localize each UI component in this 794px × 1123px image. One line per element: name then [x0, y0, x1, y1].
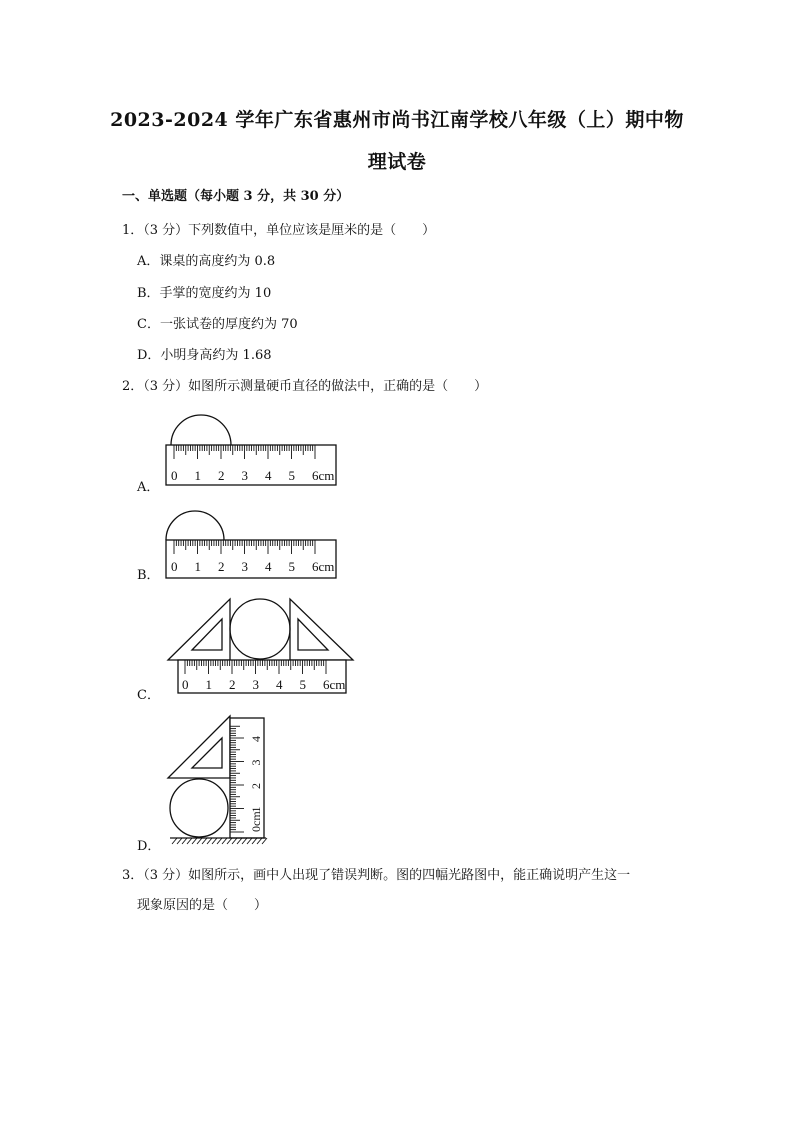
- figure-b-coin-ruler: [160, 505, 350, 590]
- ruler-tick-label: 1: [205, 677, 212, 692]
- coin-d: [170, 779, 228, 837]
- exam-title-line2: 理试卷: [367, 151, 427, 173]
- ruler-tick-label: 4: [265, 468, 272, 483]
- set-square-d: [168, 716, 230, 778]
- ruler-tick-label: 3: [241, 468, 248, 483]
- left-set-square: [168, 599, 230, 660]
- ruler-tick-label: 2: [218, 468, 225, 483]
- ruler-tick-label: 3: [241, 559, 248, 574]
- ruler-tick-label: 0cm: [249, 811, 263, 832]
- ruler-tick-label: 4: [276, 677, 283, 692]
- right-set-square: [290, 599, 353, 660]
- question-3-stem-line2: 现象原因的是（ ）: [137, 898, 268, 913]
- ruler-tick-label: 2: [249, 783, 263, 789]
- question-1-option-c: C．一张试卷的厚度约为 70: [137, 317, 298, 332]
- ruler-tick-label: 3: [249, 759, 263, 766]
- ruler-tick-label: 5: [288, 468, 295, 483]
- question-3-stem-line1: 3．（3 分）如图所示，画中人出现了错误判断。图的四幅光路图中，能正确说明产生这一: [122, 868, 631, 883]
- section-heading: 一、单选题（每小题 3 分，共 30 分）: [122, 189, 350, 204]
- ruler-tick-label: 0: [182, 677, 189, 692]
- figure-c-triangles-coin-ruler: [160, 595, 360, 700]
- ruler-tick-label: 1: [194, 559, 201, 574]
- question-2-option-d-label: D．: [137, 839, 161, 854]
- ruler-tick-label: 1: [249, 806, 263, 813]
- figure-a-coin-ruler: [160, 405, 350, 490]
- coin: [230, 599, 290, 659]
- ruler-tick-label: 1: [194, 468, 201, 483]
- ruler-tick-label: 5: [288, 559, 295, 574]
- exam-title-line1: 2023-2024 学年广东省惠州市尚书江南学校八年级（上）期中物: [110, 109, 684, 131]
- question-2-stem: 2．（3 分）如图所示测量硬币直径的做法中，正确的是（ ）: [122, 379, 488, 394]
- ruler-tick-label: 4: [265, 559, 272, 574]
- ruler-tick-label: 5: [299, 677, 306, 692]
- question-2-option-b-label: B．: [137, 568, 160, 583]
- question-1-option-d: D．小明身高约为 1.68: [137, 348, 272, 363]
- ruler-tick-label: 6cm: [312, 468, 335, 483]
- ground-hatch: [170, 838, 267, 844]
- ruler-tick-label: 0: [171, 468, 178, 483]
- question-1-stem: 1．（3 分）下列数值中，单位应该是厘米的是（ ）: [122, 223, 436, 238]
- question-2-option-a-label: A．: [137, 480, 160, 495]
- ruler-tick-label: 6cm: [323, 677, 346, 692]
- ruler-tick-label: 3: [252, 677, 259, 692]
- figure-d-vertical-ruler: [160, 710, 280, 850]
- ruler-tick-label: 2: [229, 677, 236, 692]
- question-1-option-a: A．课桌的高度约为 0.8: [137, 254, 276, 269]
- question-1-option-b: B．手掌的宽度约为 10: [137, 286, 272, 301]
- ruler-tick-label: 6cm: [312, 559, 335, 574]
- ruler-tick-label: 4: [249, 736, 263, 742]
- question-2-option-c-label: C．: [137, 688, 160, 703]
- ruler-tick-label: 2: [218, 559, 225, 574]
- ruler-tick-label: 0: [171, 559, 178, 574]
